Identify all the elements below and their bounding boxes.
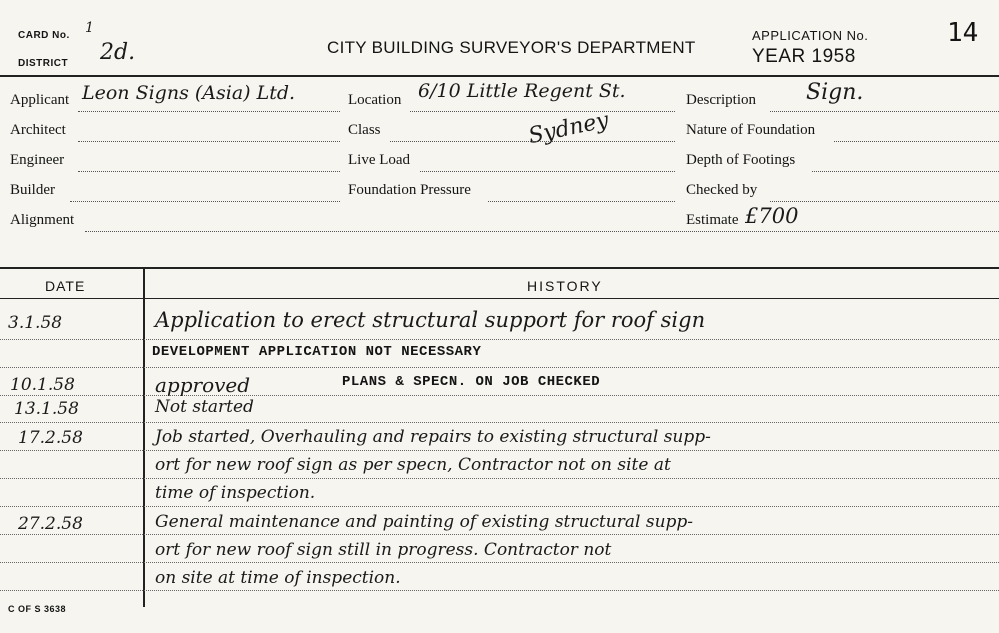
- history-date: 13.1.58: [14, 399, 79, 419]
- applicant-value: Leon Signs (Asia) Ltd.: [82, 82, 296, 104]
- location-value-2: Sydney: [526, 107, 611, 150]
- date-column-divider: [143, 267, 145, 607]
- depth-of-footings-label: Depth of Footings: [686, 152, 796, 168]
- estimate-value: £700: [745, 204, 799, 228]
- history-header-rule: [0, 298, 999, 299]
- builder-label: Builder: [10, 182, 55, 198]
- description-value: Sign.: [806, 80, 864, 105]
- application-no-label: APPLICATION No.: [752, 28, 869, 43]
- header-rule: [0, 75, 999, 77]
- card-no-value: 1: [85, 20, 94, 36]
- history-entry: Application to erect structural support for roof sign: [155, 308, 706, 332]
- nature-of-foundation-label: Nature of Foundation: [686, 122, 816, 138]
- department-title: CITY BUILDING SURVEYOR'S DEPARTMENT: [327, 38, 696, 57]
- foundation-pressure-label: Foundation Pressure: [348, 182, 471, 198]
- history-date: 10.1.58: [10, 375, 75, 395]
- form-code: C OF S 3638: [8, 604, 67, 614]
- location-value: 6/10 Little Regent St.: [418, 80, 626, 102]
- applicant-label: Applicant: [10, 92, 70, 108]
- architect-label: Architect: [10, 122, 66, 138]
- estimate-label: Estimate: [686, 212, 739, 228]
- location-label: Location: [348, 92, 402, 108]
- application-no-value: 14: [947, 18, 979, 48]
- history-entry: ort for new roof sign as per specn, Contractor not on site at: [155, 455, 671, 475]
- class-label: Class: [348, 122, 381, 138]
- alignment-label: Alignment: [10, 212, 75, 228]
- date-header: DATE: [45, 278, 86, 294]
- history-entry: time of inspection.: [155, 483, 316, 503]
- history-entry: on site at time of inspection.: [155, 568, 401, 588]
- live-load-label: Live Load: [348, 152, 411, 168]
- checked-by-label: Checked by: [686, 182, 758, 198]
- year-label: YEAR 1958: [752, 46, 856, 67]
- history-entry: approved: [155, 373, 251, 397]
- history-entry: Not started: [155, 397, 254, 417]
- history-date: 3.1.58: [8, 313, 63, 333]
- development-stamp: DEVELOPMENT APPLICATION NOT NECESSARY: [152, 344, 482, 360]
- engineer-label: Engineer: [10, 152, 65, 168]
- plans-checked-stamp: PLANS & SPECN. ON JOB CHECKED: [342, 374, 601, 390]
- district-value: 2d.: [100, 40, 136, 65]
- history-header: HISTORY: [527, 278, 603, 294]
- card-no-label: CARD No.: [18, 30, 70, 41]
- description-label: Description: [686, 92, 756, 108]
- district-label: DISTRICT: [18, 58, 69, 69]
- history-entry: ort for new roof sign still in progress. Contractor not: [155, 540, 612, 560]
- history-entry: General maintenance and painting of existing structural supp-: [155, 512, 694, 532]
- history-top-rule: [0, 267, 999, 269]
- history-date: 27.2.58: [18, 514, 83, 534]
- history-date: 17.2.58: [18, 428, 83, 448]
- history-entry: Job started, Overhauling and repairs to existing structural supp-: [155, 427, 711, 447]
